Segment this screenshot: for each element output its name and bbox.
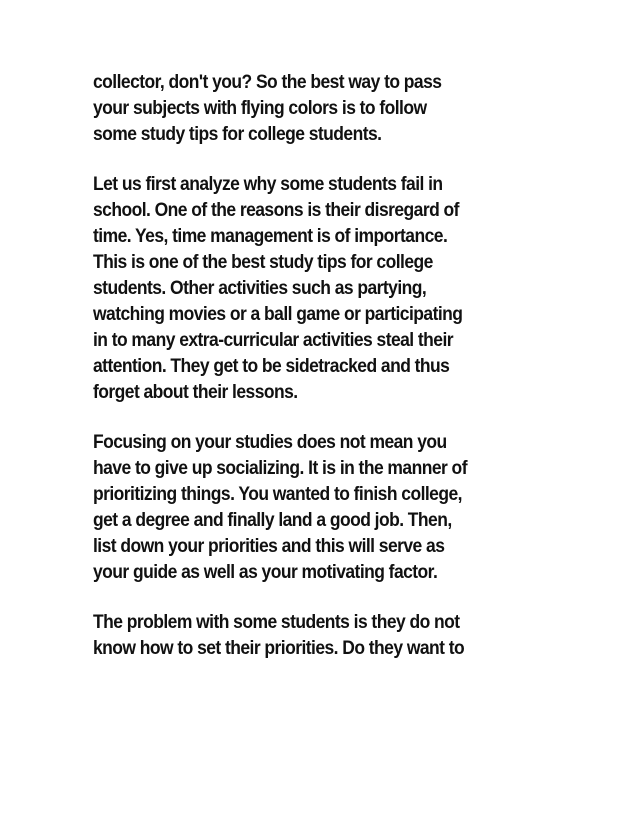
document-body [93, 70, 516, 686]
paragraph-1: collector, don't you? So the best way to pass your subjects with flying colors is to follow some study tips for college students. [93, 72, 442, 145]
paragraph-2: Let us first analyze why some students fail in school. One of the reasons is their disregard of time. Yes, time management is of importance. This is one of the best study tips for college students. Other activities such as partying, watching movies or a ball game or participating in to many extra-curricular activities steal their attention. They get to be sidetracked and thus forget about their lessons. [93, 174, 463, 403]
paragraph-3: Focusing on your studies does not mean you have to give up socializing. It is in the manner of prioritizing things. You wanted to finish college, get a degree and finally land a good job. Then, list down your priorities and this will serve as your guide as well as your motivating factor. [93, 432, 467, 583]
paragraph-4: The problem with some students is they do not know how to set their priorities. Do they want to [93, 612, 465, 659]
